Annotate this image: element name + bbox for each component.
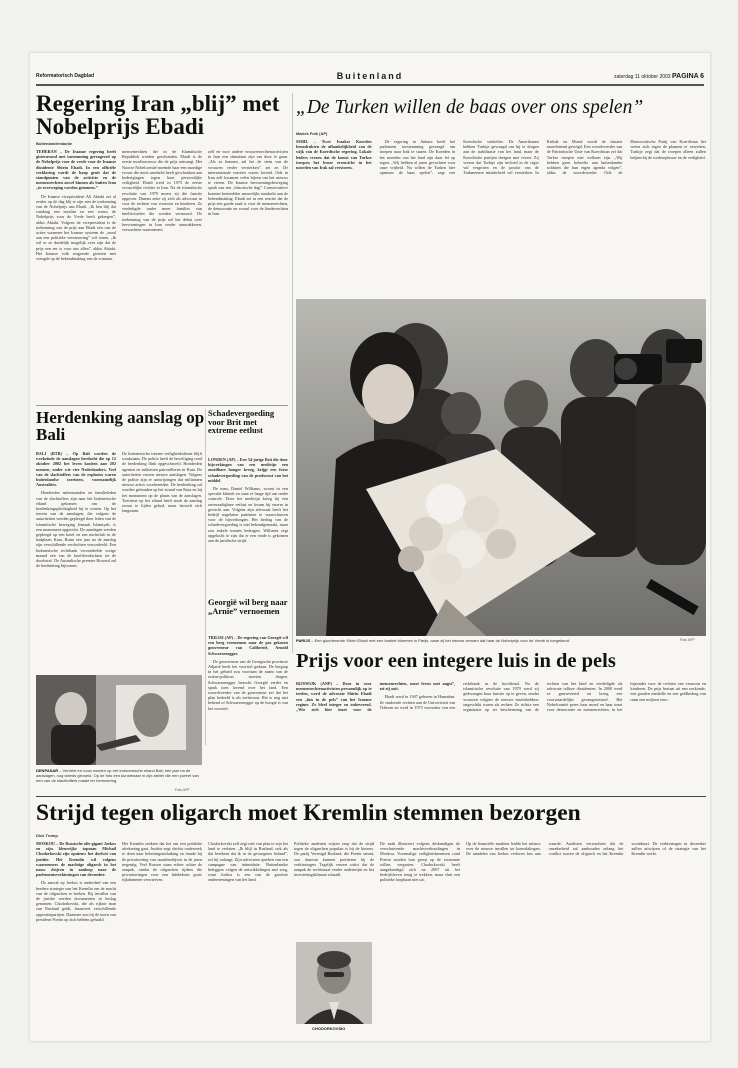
prijs-lead: RIJSWIJK (ANP) – Door in voor mensenrechtenactivisten persoonlijk op te treden, werd de advocate Shirin Ebadi een „luis in de pels” van het Iraanse regime. Ze bleef integer en onbevreesd. „Wie zich hier inzet voor de mensenrechten, moet leven met angst”, zei zij ooit. [296, 681, 456, 713]
turken-byline: Mariek Folk (AP) [296, 131, 328, 136]
portrait-photo [296, 942, 372, 1024]
oligarch-text-6: Op de financiële markten leidde het nieuws over de nieuwe invallen tot koersdalingen. De aandelen van Joekos verloren fors aan waarde. Analisten verwachten dat de onzekerheid zal aanhouden zolang het conflict tussen de oligarch en het Kremlin voortduurt. De verkiezingen in december zullen uitwijzen of de strategie van het Kremlin werkt. [466, 841, 706, 857]
arnie-text: De gouverneur van de Georgische provincie Adjarië heeft het voorstel gedaan. De bergtop in het gebied zou voortaan de naam van de acteur-politicus moeten dragen. Schwarzenegger bezocht Georgië eerder en sprak toen lovend over het land. Een woordvoerder van de gouverneur zei dat het plan bedoeld is als eerbetoon. Het is nog niet bekend of Schwarzenegger op de hoogte is van het voorstel. [208, 658, 288, 711]
oligarch-byline: Dick Tromp [36, 833, 58, 838]
date-label: zaterdag 11 oktober 2003 [613, 73, 671, 80]
page-label: PAGINA [671, 72, 699, 80]
iran-lead: TEHERAN – De Iraanse regering heeft gisteravond met instemming gereageerd op de Nobelprijs voor de vrede voor de Iraanse dissidente Shirin Ebadi. In een officiële verklaring wordt de hoop geuit dat de standpunten van de activiste en de mensenrechten zowel binnen als buiten Iran „in overweging worden genomen.” [36, 149, 116, 191]
drawing-photo [36, 675, 202, 765]
bali-text-1: Honderden nabestaanden en familieleden van de slachtoffers zijn naar het Indonesische eiland gekomen om de herdenkingsplechtigheid bij te wonen. Op het terrein van de aanslagen, die volgens de autoriteiten werden gepleegd door leden van de islamitische beweging Jemaah Islamiyah, is een monument opgericht. De aanslagen werden gepleegd op een hotel en een nachtclub in de badplaats Kuta. Ruim een jaar na de aanslag zijn verschillende verdachten veroordeeld. Een Indonesische rechtbank veroordeelde vorige maand een van de hoofdverdachten tot de doodstraf. De Australische premier Howard zal de herdenking bijwonen. [36, 490, 116, 569]
oligarch-text-1: De aanval op Joekos is onderdeel van een bredere strategie van het Kremlin om de macht van de oligarchen te breken. Bij invallen van de justitie werden documenten in beslag genomen. Chodorkovski, die als rijkste man van Rusland geldt, financiert verschillende oppositiepartijen. Daarmee zou hij de toorn van president Poetin op zich hebben gehaald. [36, 880, 116, 922]
bali-text-2: De Indonesische interne veiligheidsdienst blijft waakzaam. De politie heeft de beveiliging rond de herdenking flink opgeschroefd. Honderden agenten en militairen patrouilleren in Kuta. De autoriteiten vrezen nieuwe aanslagen. Volgens de politie zijn er aanwijzingen dat militanten nieuwe acties voorbereiden. De herdenking zal worden gehouden op het strand van Kuta en bij het monument op de plaats van de aanslagen. Toerisme op het eiland heeft sinds de aanslag zwaar te lijden gehad, maar herstelt zich langzaam. [122, 451, 202, 514]
brit-text: De man, Daniel Williams, woont in een speciale kliniek en staat er lange tijd om onder controle. Door het medicijn kreeg hij een onverzadigbare eetlust en kwam hij enorm in gewicht aan. Volgens zijn advocaat heeft het bedrijf nagelaten patiënten te waarschuwen voor de bijwerkingen. Het bedrag van de schadevergoeding is niet bekendgemaakt, maar zou enkele tonnen bedragen. Williams zegt opgelucht te zijn dat er een einde is gekomen aan de juridische strijd. [208, 486, 288, 544]
oligarch-col-3 [208, 841, 288, 1031]
drawing-photo-caption [36, 768, 202, 783]
iran-byline: Buitenlandredactie [36, 141, 73, 146]
arnie-body [208, 635, 288, 745]
masthead [36, 69, 704, 83]
date-page [504, 73, 704, 80]
drawing-photo-credit: Foto AFP [175, 788, 190, 792]
oligarch-text-5: De zaak illustreert volgens deskundigen de verschuivende machtsverhoudingen in Moskou. Voormalige veiligheidsmensen rond Poetin zouden hun greep op de economie willen vergroten. Chodorkovski heeft aangekondigd zich na 2007 uit het bedrijfsleven terug te trekken, maar sluit een politieke loopbaan niet uit. [380, 841, 460, 883]
iran-headline: Regering Iran „blij” met Nobelprijs Ebadi [36, 91, 280, 140]
newspaper-name: Reformatorisch Dagblad [36, 73, 95, 79]
turken-body [296, 139, 706, 297]
drawing-photo-illustration [36, 675, 202, 765]
oligarch-text-2: Het Kremlin ontkent dat het om een politieke afrekening gaat. Justitie zegt slechts onderzoek te doen naar belastingontduiking en fraude bij de privatisering van staatsbedrijven in de jaren negentig. Veel Russen staan echter achter de aanpak, omdat de oligarchen tijdens die privatiseringen voor een habbekrats grote rijkdommen verwierven. [122, 841, 202, 883]
drawing-caption-text: – Verdriet en rouw worden op het Indonesische eiland Bali, één jaar na de aanslagen, nog steeds gevoeld. Op de foto een kunstenaar in zijn atelier die een portret van een van de slachtoffers maakt ter herinnering. [36, 768, 199, 783]
iran-text-1: De Iraanse vicepresident Ali Abtahi zei al eerder op de dag blij te zijn met de toekenning van de Nobelprijs aan Ebadi. „Ik ben blij dat vandaag een moslim en een vrouw de Nobelprijs voor de Vrede heeft gekregen”, aldus Abtahi. Volgens de vicepresident is de toekenning van de prijs aan Ebadi een van de acties waarmee het Iraanse systeem de „nood aan een politieke vernieuwing” wil tonen. „Ik wil er zo duidelijk mogelijk over zijn dat de prijs een eer is voor ons allen”, aldus Abtahi. Het Iraanse volk reageerde gisteren met vreugde op de bekendmaking van de winnaar. [36, 193, 116, 262]
main-photo [296, 299, 706, 636]
oligarch-col-5 [380, 841, 460, 1031]
oligarch-lead: MOSKOU – De Russische olie-gigant Joekos en zijn kleurrijke topman Michail Chodorkovski zijn opnieuw het doelwit van justitie. Het Kremlin wil volgens waarnemers de machtige oligarch in het nauw drijven in aanloop naar de parlementsverkiezingen van december. [36, 841, 116, 878]
page-number: 6 [700, 72, 704, 80]
oligarch-col-6 [466, 841, 706, 1031]
iran-text-3: zelf en voor andere vrouwenrechtenactivisten in Iran een stimulans zijn om door te gaan. „Als ze hunnen, zal het de stem van de vrouwen verder versterken”, zei ze. De internationale reacties waren lovend. Ook in Iran zelf kwamen velen bijeen om het nieuws te vieren. De Iraanse hervormingsbeweging sprak van een „historische dag”. Conservatieve kranten besteedden nauwelijks aandacht aan de bekendmaking. Ebadi zei in een reactie dat de prijs een goede zaak is voor de mensenrechten, de democratie en vooral voor de kinderrechten in Iran. [208, 149, 288, 217]
masthead-rule [36, 84, 704, 86]
bali-col-1 [36, 451, 116, 673]
arnie-headline: Georgië wil berg naar „Arnie” vernoemen [208, 597, 288, 616]
brit-lead: LONDEN (AP) – Een 34-jarige Brit die door bijwerkingen van een medicijn een onstilbare honger kreeg, krijgt een forse schadevergoeding van de producent van het middel. [208, 457, 288, 483]
iran-col-1 [36, 149, 116, 404]
oligarch-col-1 [36, 841, 116, 1031]
main-photo-credit: Foto AFP [680, 638, 695, 642]
prijs-text: Ebadi werd in 1947 geboren in Hamadan. Ze studeerde rechten aan de Universiteit van Teheran en werd in 1975 voorzitter van een rechtbank in de hoofdstad. Na de islamitische revolutie van 1979 werd zij gedwongen haar functie op te geven, omdat vrouwen volgens de nieuwe machthebbers ongeschikt waren als rechter. Ze richtte een organisatie op ter bescherming van de rechten van het kind en verdedigde als advocate talloze dissidenten. In 2000 werd ze gearresteerd en kreeg een voorwaardelijke gevangenisstraf. Het Nobelcomité prees haar moed en haar inzet voor democratie en mensenrechten, in het bijzonder voor de rechten van vrouwen en kinderen. De prijs bestaat uit een oorkonde, een gouden medaille en een geldbedrag van ruim een miljoen euro. [379, 681, 706, 713]
column-rule-2 [205, 409, 206, 745]
bali-headline: Herdenking aanslag op Bali [36, 408, 205, 445]
brit-headline: Schadevergoeding voor Brit met extreme eetlust [208, 408, 275, 436]
oligarch-text-3: Chodorkovski zelf zegt niet van plan te zijn het land te verlaten. „Ik blijf in Rusland, ook als dat betekent dat ik in de gevangenis beland”, zei hij onlangs. Zijn advocaten spreken van een campagne van intimidatie. Buitenlandse beleggers volgen de ontwikkelingen met zorg, want Joekos is een van de grootste ondernemingen van het land. [208, 841, 288, 883]
turken-lead: SEBIL – Twee Iraakse Koerden benadrukten de afhankelijkheid van de wijk van de Koerdische regering. Lokale leiders vrezen dat de komst van Turkse troepen het broze evenwicht in het noorden van Irak zal verstoren. [296, 139, 372, 171]
iran-col-2 [122, 149, 202, 404]
drawing-caption-label: DENPASAR [36, 768, 59, 773]
prijs-headline: Prijs voor een integere luis in de pels [296, 650, 616, 672]
section-title: Buitenland [336, 71, 404, 81]
newspaper-page [29, 52, 711, 1042]
iran-col-3 [208, 149, 288, 404]
bali-lead: BALI (RTR) – Op Bali worden de weekeinde de aanslagen herdacht die op 12 oktober 2002 het leven kostten aan 202 mensen, onder wie vier Nederlanders. Veel van de slachtoffers van de explosies waren buitenlandse toeristen, voornamelijk Australiërs. [36, 451, 116, 488]
prijs-body [296, 681, 706, 791]
oligarch-text-4: Politieke analisten wijzen erop dat de strijd tegen de oligarchen populair is bij de kiezers. De partij Verenigd Rusland, die Poetin steunt, zou daarvan kunnen profiteren bij de verkiezingen. Tegelijk vrezen critici dat de aanpak de rechtsstaat verder ondermijnt en het investeringsklimaat schaadt. [294, 841, 374, 878]
main-caption-text: – Een glunderende Shirin Ebadi met een boeket bloemen in Parijs, waar zij het nieuws vernam dat haar de Nobelprijs voor de Vrede is toegekend. [311, 638, 570, 643]
portrait-illustration [296, 942, 372, 1024]
arnie-lead: TBILISI (AP) – De regering van Georgië wil een berg vernoemen naar de pas gekozen gouverneur van Californië, Arnold Schwarzenegger. [208, 635, 288, 656]
oligarch-col-2 [122, 841, 202, 1031]
brit-body [208, 457, 288, 593]
portrait-caption: CHODORKOVSKI [312, 1026, 346, 1031]
oligarch-headline: Strijd tegen oligarch moet Kremlin stemmen bezorgen [36, 800, 581, 826]
main-photo-caption [296, 638, 696, 643]
section-rule-1 [36, 405, 288, 406]
oligarch-col-4 [294, 841, 374, 941]
bali-col-2 [122, 451, 202, 673]
section-rule-2 [36, 796, 706, 797]
iran-text-2: mensenrechten die in de Islamitische Republiek worden geschonden. Ebadi is de eerste moslimvrouw die de prijs ontvangt. Het Noorse Nobelcomité noemde haar een moedige vrouw die nooit aandacht heeft geschonken aan bedreigingen tegen haar persoonlijke veiligheid. Ebadi werd in 1975 de eerste vrouwelijke rechter in Iran. Na de islamitische revolutie van 1979 moest zij die functie opgeven. Daarna zette zij zich als advocaat in voor de rechten van vrouwen en kinderen. Ze verdedigde onder meer families van intellectuelen die werden vermoord. De toekenning van de prijs zal het debat over hervormingen in Iran verder aanwakkeren, verwachten waarnemers. [122, 149, 202, 233]
ebadi-photo-illustration [296, 299, 706, 636]
column-rule [292, 93, 293, 653]
main-caption-label: PARIJS [296, 638, 311, 643]
turken-text: De regering in Ankara heeft het parlement toestemming gevraagd om troepen naar Irak te sturen. De Koerden in het noorden van het land zijn daar fel op tegen. „Wij hebben al jaren gevochten voor onze vrijheid. Nu willen de Turken hier opnieuw de baas spelen”, zegt een Koerdische winkelier. De Amerikanen hebben Turkije gevraagd om bij te dragen aan de stabilisatie van het land, maar de Koerdische partijen dreigen met verzet. Zij vrezen dat Turkije zijn invloed in de regio wil vergroten en de positie van de Turkmeense minderheid wil versterken. In Kirkuk en Mosul wordt de situatie nauwlettend gevolgd. Een woordvoerder van de Patriottische Unie van Koerdistan zei dat Turkse troepen niet welkom zijn. „Wij hebben geen behoefte aan buitenlandse soldaten die hun eigen agenda volgen”, aldus de woordvoerder. Ook de Democratische Partij van Koerdistan liet weten zich tegen de plannen te verzetten. Turkije zegt dat de troepen alleen zullen helpen bij de wederopbouw en de veiligheid. [379, 139, 706, 176]
turken-headline: „De Turken willen de baas over ons spelen” [296, 97, 644, 118]
